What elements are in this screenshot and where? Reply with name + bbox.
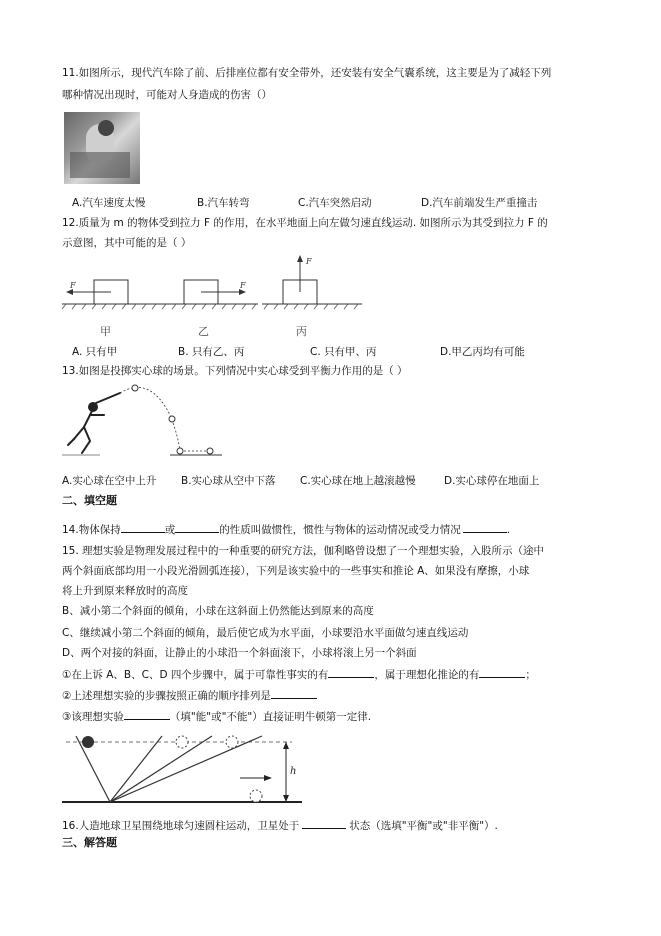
q15-line3: 将上升到原来释放时的高度 (62, 585, 188, 597)
q13-option-a: A.实心球在空中上升 (62, 475, 157, 487)
q11-option-b: B.汽车转弯 (197, 197, 250, 209)
q15-inclined-plane-figure (62, 730, 312, 810)
q11-option-d: D.汽车前端发生严重撞击 (421, 197, 538, 209)
q11-option-c: C.汽车突然启动 (298, 197, 372, 209)
q11-option-a: A.汽车速度太慢 (72, 197, 146, 209)
label-yi: 乙 (198, 325, 209, 338)
q12-option-d: D.甲乙丙均有可能 (440, 346, 525, 358)
height-label: h (290, 766, 297, 777)
q16-blank[interactable] (302, 818, 346, 829)
q12-force-diagrams (0, 250, 400, 340)
q15-sub2 (62, 688, 317, 703)
section-3-title: 三、解答题 (62, 836, 117, 849)
q16-part2: 状态（选填"平衡"或"非平衡"）. (349, 820, 498, 832)
force-label-jia: F (70, 281, 76, 290)
q15-line4: B、减小第二个斜面的倾角，小球在这斜面上仍然能达到原来的高度 (62, 605, 374, 617)
q13-option-c: C.实心球在地上越滚越慢 (300, 475, 416, 487)
q15-line5: C、继续减小第二个斜面的倾角，最后使它成为水平面，小球要沿水平面做匀速直线运动 (62, 627, 469, 639)
q14-blank-3[interactable] (463, 522, 507, 533)
q15-sub3-b: （填"能"或"不能"）直接证明牛顿第一定律. (169, 711, 372, 723)
shot-put-figure (60, 385, 230, 465)
q16-line (62, 818, 498, 833)
q12-option-a: A. 只有甲 (72, 346, 118, 358)
q12-option-c: C. 只有甲、丙 (310, 346, 377, 358)
q14-blank-1[interactable] (121, 522, 165, 533)
q15-blank-inferences[interactable] (479, 667, 525, 678)
q15-line1: 15. 理想实验是物理发展过程中的一种重要的研究方法，伽利略曾设想了一个理想实验，入股所示（途中 (62, 545, 545, 557)
q15-sub2-text: ②上述理想实验的步骤按照正确的顺序排列是 (62, 690, 271, 702)
q12-stem-line1: 12.质量为 m 的物体受到拉力 F 的作用，在水平地面上向左做匀速直线运动. 如图所示为其受到拉力 F 的 (62, 217, 548, 229)
q14-part4: . (506, 524, 511, 536)
q15-sub1-b: ，属于理想化推论的有 (374, 669, 480, 681)
q12-stem-line2: 示意图，其中可能的是（ ） (62, 237, 192, 249)
force-label-bing: F (306, 257, 312, 266)
q14-line (62, 522, 510, 537)
diagram-jia (62, 280, 160, 338)
q15-sub3-a: ③该理想实验 (62, 711, 124, 723)
label-jia: 甲 (100, 325, 111, 338)
q16-part1: 16.人造地球卫星围绕地球匀速圆柱运动，卫星处于 (62, 820, 300, 832)
label-bing: 丙 (296, 325, 307, 338)
q13-stem: 13.如图是投掷实心球的场景。下列情况中实心球受到平衡力作用的是（ ） (62, 365, 408, 377)
q15-blank-facts[interactable] (328, 667, 374, 678)
force-label-yi: F (240, 281, 246, 290)
q14-blank-2[interactable] (175, 522, 219, 533)
airbag-photo (64, 112, 140, 184)
section-2-title: 二、填空题 (62, 494, 117, 507)
q15-line2: 两个斜面底部均用一小段光滑圆弧连接），下列是该实验中的一些事实和推论 A、如果没有摩擦，小球 (62, 565, 530, 577)
q14-part3: 的性质叫做惯性，惯性与物体的运动情况或受力情况 (219, 524, 461, 536)
q15-sub1 (62, 667, 536, 682)
q15-sub3 (62, 709, 371, 724)
diagram-yi (160, 280, 258, 338)
q15-sub1-c: ； (525, 669, 536, 681)
q13-option-d: D.实心球停在地面上 (444, 475, 540, 487)
q13-option-b: B.实心球从空中下落 (181, 475, 276, 487)
q11-stem-line1: 11.如图所示，现代汽车除了前、后排座位都有安全带外，还安装有安全气囊系统，这主要是为了减轻下列 (62, 67, 552, 79)
q14-part2: 或 (164, 524, 176, 536)
q15-blank-order[interactable] (271, 688, 317, 699)
q15-sub1-a: ①在上诉 A、B、C、D 四个步骤中，属于可靠性事实的有 (62, 669, 329, 681)
q15-blank-can[interactable] (124, 709, 170, 720)
q15-line6: D、两个对接的斜面，让静止的小球沿一个斜面滚下，小球将滚上另一个斜面 (62, 647, 417, 659)
q14-part1: 14.物体保持 (62, 524, 121, 536)
q12-option-b: B. 只有乙、丙 (178, 346, 245, 358)
diagram-bing (262, 255, 362, 338)
q11-stem-line2: 哪种情况出现时，可能对人身造成的伤害（） (62, 89, 272, 101)
